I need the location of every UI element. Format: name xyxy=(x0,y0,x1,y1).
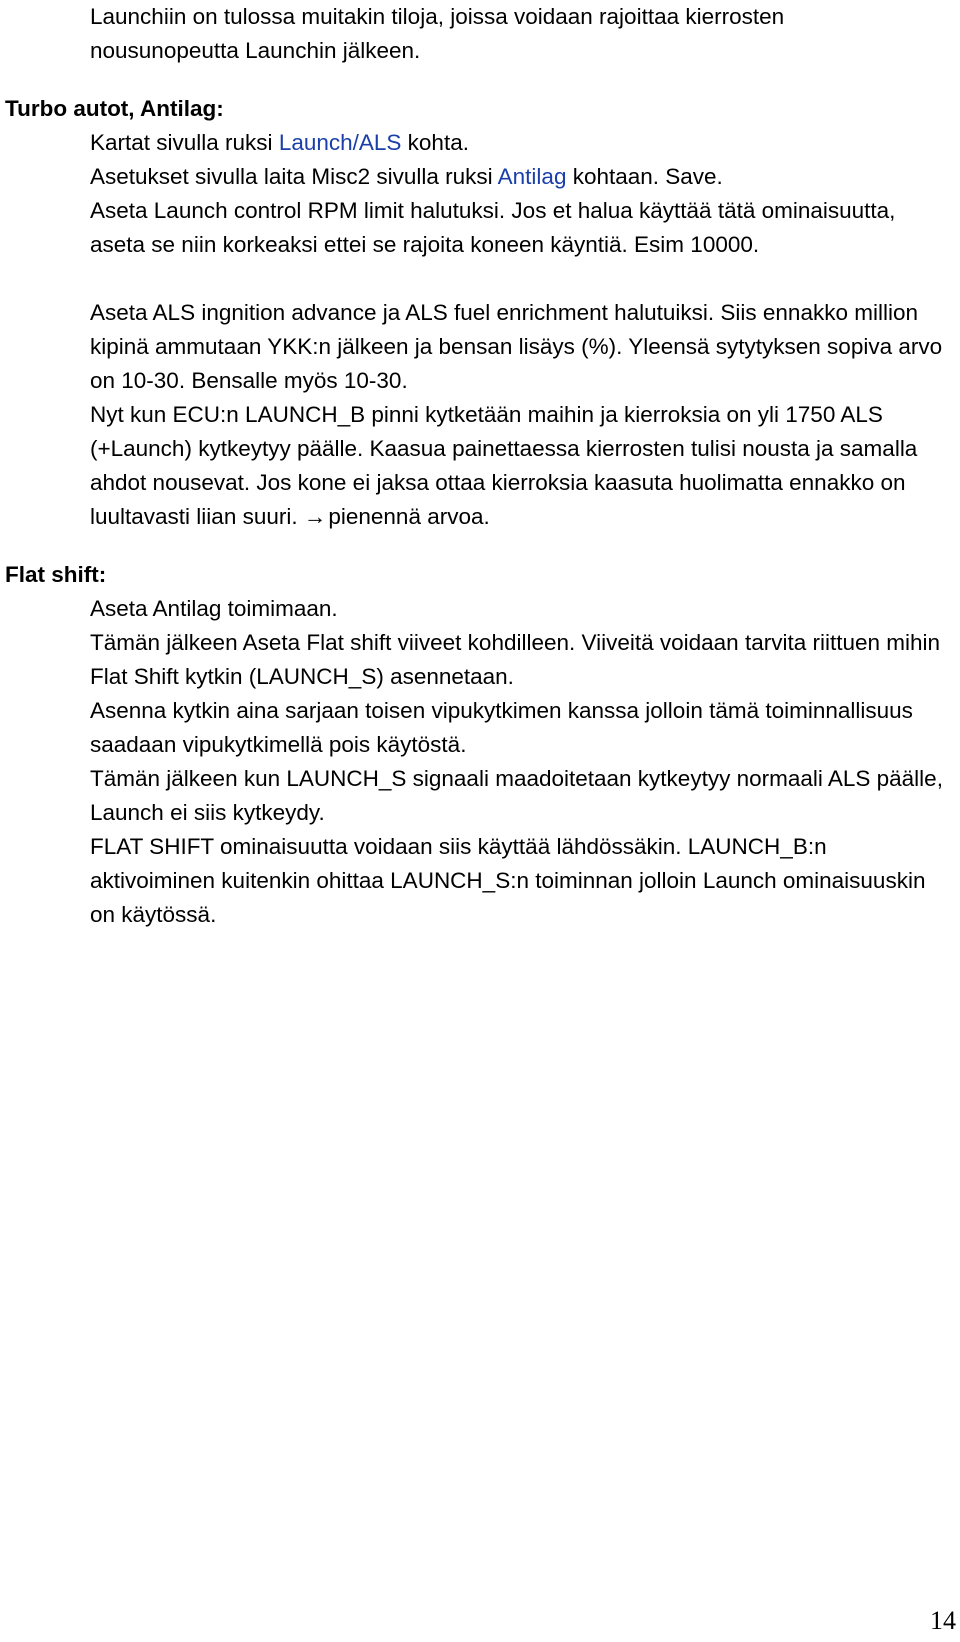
intro-line-2: nousunopeutta Launchin jälkeen. xyxy=(90,38,421,63)
turbo-step-2-text: Asetukset sivulla laita Misc2 sivulla ruksi xyxy=(90,164,498,189)
page-number: 14 xyxy=(930,1606,956,1635)
flat-shift-para-2: Tämän jälkeen Aseta Flat shift viiveet kohdilleen. Viiveitä voidaan tarvita riittuen mihin Flat Shift kytkin (LAUNCH_S) asennetaan. xyxy=(90,630,941,689)
turbo-antilag-heading: Turbo autot, Antilag: xyxy=(5,96,224,121)
intro-line-1: Launchiin on tulossa muitakin tiloja, joissa voidaan rajoittaa kierrosten xyxy=(90,4,785,29)
turbo-step-5-suffix: pienennä arvoa. xyxy=(328,504,490,529)
flat-shift-para-3: Asenna kytkin aina sarjaan toisen vipukytkimen kanssa jolloin tämä toiminnallisuus saadaan vipukytkimellä pois käytöstä. xyxy=(90,698,913,757)
turbo-step-2 xyxy=(90,160,950,194)
flat-shift-para-4: Tämän jälkeen kun LAUNCH_S signaali maadoitetaan kytkeytyy normaali ALS päälle, Launch ei siis kytkeydy. xyxy=(90,766,943,825)
turbo-step-5 xyxy=(90,398,950,534)
launch-als-link: Launch/ALS xyxy=(278,130,402,155)
turbo-step-4: Aseta ALS ingnition advance ja ALS fuel enrichment halutuiksi. Siis ennakko million kipinä ammutaan YKK:n jälkeen ja bensan lisäys (%). Yleensä sytytyksen sopiva arvo on 10-30. Bensalle myös 10-30. xyxy=(90,300,943,393)
turbo-step-1-text: Kartat sivulla ruksi xyxy=(90,130,279,155)
turbo-step-3: Aseta Launch control RPM limit halutuksi. Jos et halua käyttää tätä ominaisuutta, aseta se niin korkeaksi ettei se rajoita koneen käyntiä. Esim 10000. xyxy=(90,198,896,257)
turbo-step-1-suffix: kohta. xyxy=(401,130,469,155)
turbo-step-2-suffix: kohtaan. Save. xyxy=(566,164,723,189)
arrow-right-icon: → xyxy=(303,504,327,529)
turbo-step-5-text: Nyt kun ECU:n LAUNCH_B pinni kytketään maihin ja kierroksia on yli 1750 ALS (+Launch) kytkeytyy päälle. Kaasua painettaessa kierrosten tulisi nousta ja samalla ahdot nousevat. Jos kone ei jaksa ottaa kierroksia kaasuta huolimatta ennakko on luultavasti liian suuri. xyxy=(90,402,918,529)
flat-shift-para-5: FLAT SHIFT ominaisuutta voidaan siis käyttää lähdössäkin. LAUNCH_B:n aktivoiminen kuitenkin ohittaa LAUNCH_S:n toiminnan jolloin Launch ominaisuuskin on käytössä. xyxy=(90,834,926,927)
flat-shift-heading: Flat shift: xyxy=(5,562,107,587)
flat-shift-para-1: Aseta Antilag toimimaan. xyxy=(90,596,338,621)
antilag-link: Antilag xyxy=(497,164,567,189)
turbo-step-1 xyxy=(90,126,950,160)
